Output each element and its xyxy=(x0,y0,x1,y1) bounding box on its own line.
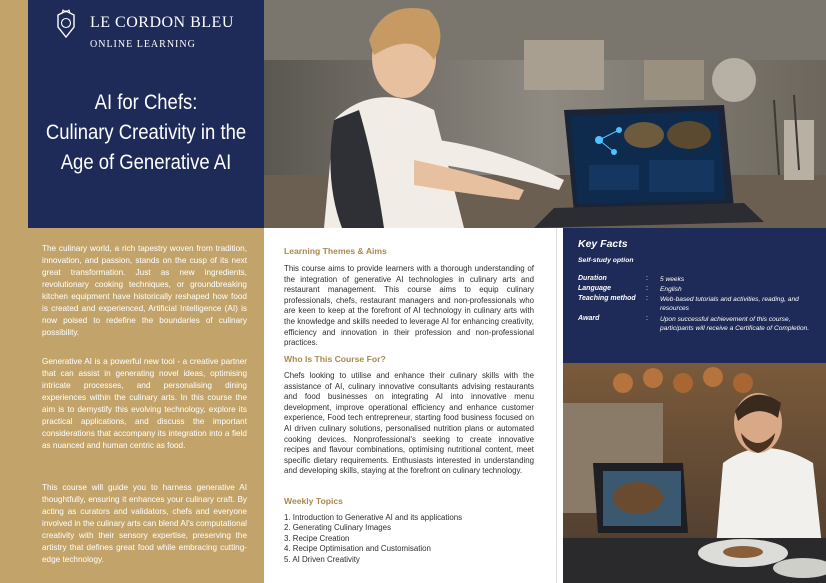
course-title xyxy=(28,88,264,178)
hero-photo-chef-laptop xyxy=(264,0,826,228)
intro-paragraph-2: Generative AI is a powerful new tool - a creative partner that can assist in generating novel ideas, optimising intricate processes, and personalising dining experiences within the culinary arts. In this course the aim is to demystify this evolving technology, explore its practical applications, and discuss the important considerations that accompany its integration into a field as nuanced and human centric as food. xyxy=(42,357,247,450)
brand-name: LE CORDON BLEU xyxy=(90,14,234,31)
weekly-topic-item: 5. AI Driven Creativity xyxy=(284,554,360,564)
audience-body: Chefs looking to utilise and enhance their culinary skills with the assistance of AI, culinary innovative consultants advising restaurants and food businesses on integrating AI into innovative menu development, improve operational efficiency and enhance customer experience, Food tech entrepreneur, starting food business focused on AI driven culinary solutions, personalised nutrition plans or automated cooking devices. Nonprofessional's seeking to create innovative recipes and flavour combinations, optimising nutritional content, meet specific dietary requirements. Enthusiasts interested in understanding and developing skills, staying at the forefront on culinary technology. xyxy=(284,371,534,476)
course-title-line-1: AI for Chefs: xyxy=(94,91,198,114)
key-facts-title: Key Facts xyxy=(578,238,628,250)
fact-colon: : xyxy=(646,295,648,302)
fact-key-duration: Duration xyxy=(578,275,607,282)
fact-value-duration: 5 weeks xyxy=(660,276,685,283)
fact-colon: : xyxy=(646,315,648,322)
fact-value-teaching-method: Web-based tutorials and activities, reading, and resources xyxy=(660,296,799,312)
fact-key-language: Language xyxy=(578,285,612,292)
weekly-topic-item: 2. Generating Culinary Images xyxy=(284,523,392,533)
audience-heading: Who Is This Course For? xyxy=(284,354,386,364)
weekly-topic-item: 4. Recipe Optimisation and Customisation xyxy=(284,544,431,554)
weekly-topics-list xyxy=(284,513,462,565)
brand-subtitle: ONLINE LEARNING xyxy=(90,39,196,50)
cordon-bleu-crest-icon xyxy=(54,9,78,39)
fact-colon: : xyxy=(646,275,648,282)
course-title-line-3: Age of Generative AI xyxy=(60,151,232,174)
chef-plating-photo xyxy=(563,363,826,583)
weekly-topic-item: 3. Recipe Creation xyxy=(284,533,350,543)
weekly-topic-item: 1. Introduction to Generative AI and its applications xyxy=(284,513,463,522)
fact-value-language: English xyxy=(660,286,682,293)
fact-colon: : xyxy=(646,285,648,292)
weekly-topics-heading: Weekly Topics xyxy=(284,496,343,506)
intro-paragraph-1: The culinary world, a rich tapestry woven from tradition, innovation, and passion, stands on the cusp of its next great transformation. Just as new ingredients, revolutionary cooking techniques, or groundbreaking kitchen equipment have historically reshaped how food is created and experienced, Artificial Intelligence (AI) is now poised to redefine the boundaries of culinary possibility. xyxy=(42,244,247,337)
self-study-label: Self-study option xyxy=(578,257,634,264)
fact-key-teaching-method: Teaching method xyxy=(578,295,636,302)
learning-themes-heading: Learning Themes & Aims xyxy=(284,246,387,256)
gold-side-strip xyxy=(0,0,28,583)
course-title-line-2: Culinary Creativity in the xyxy=(45,121,247,144)
fact-value-award: Upon successful achievement of this course, participants will receive a Certificate of Completion. xyxy=(660,316,810,332)
fact-key-award: Award xyxy=(578,315,600,322)
learning-themes-body: This course aims to provide learners with a thorough understanding of the integration of generative AI technologies in culinary arts and restaurant management. This course aims to equip culinary professionals, chefs, restaurant managers and non-professionals who are keen to keep at the forefront of AI technology in culinary arts with the knowledge and skills needed to leverage AI for enhancing creativity, efficiency and innovation in their profession and non-professional practices. xyxy=(284,264,534,348)
intro-paragraph-3: This course will guide you to harness generative AI thoughtfully, ensuring it enhances your culinary craft. By acting as curators and validators, chefs and everyone involved in the culinary arts can blend AI's computational creativity with their sensory expertise, preserving the artistry that defines great food while embracing cutting-edge technology. xyxy=(42,483,248,564)
column-divider xyxy=(556,228,557,583)
